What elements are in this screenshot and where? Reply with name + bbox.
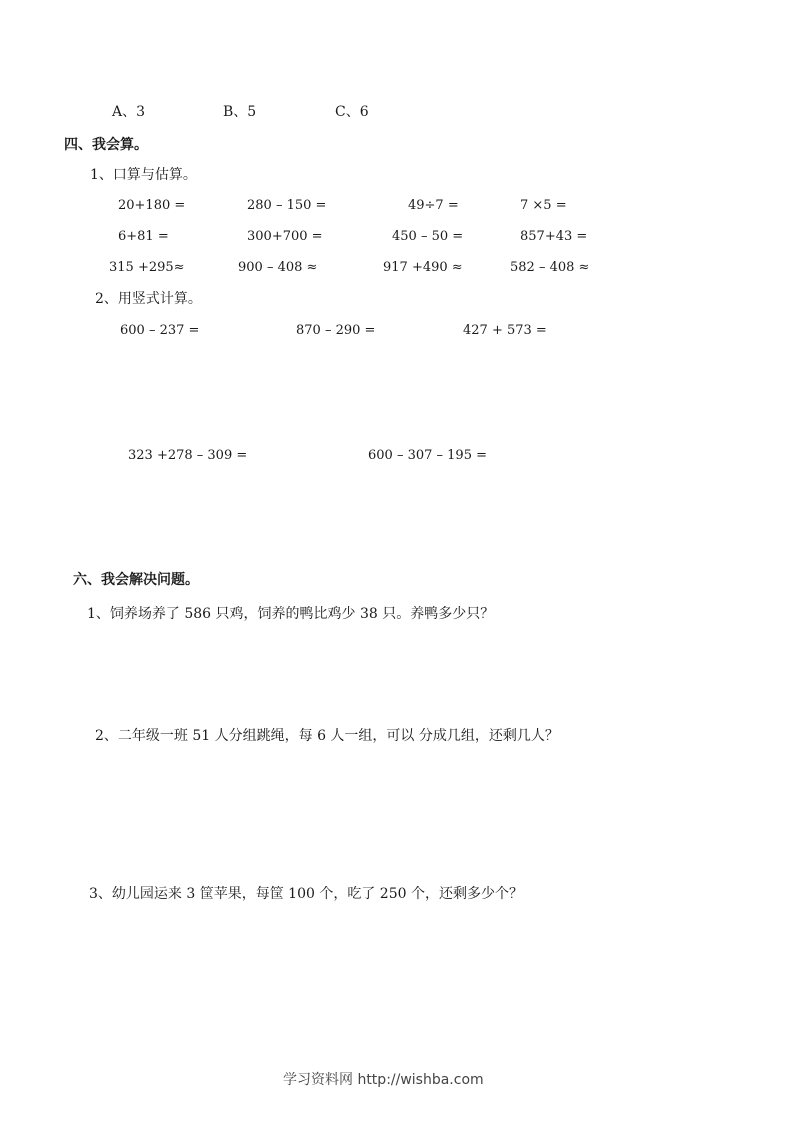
mental-eq: 280 – 150 = (247, 198, 327, 213)
mental-eq: 7 ×5 = (520, 198, 567, 213)
part-2-title: 2、用竖式计算。 (95, 291, 202, 307)
vertical-calc-eq: 600 – 307 – 195 = (368, 448, 487, 463)
footer-watermark: 学习资料网 http://wishba.com (283, 1072, 484, 1088)
section-4-title: 四、我会算。 (64, 137, 148, 153)
word-problem-1: 1、饲养场养了 586 只鸡，饲养的鸭比鸡少 38 只。养鸭多少只？ (87, 606, 495, 622)
mental-eq: 20+180 = (118, 198, 186, 213)
vertical-calc-eq: 323 +278 – 309 = (128, 448, 248, 463)
vertical-calc-eq: 600 – 237 = (120, 323, 200, 338)
choice-b: B、5 (223, 104, 257, 120)
section-6-title: 六、我会解决问题。 (73, 572, 199, 588)
part-1-title: 1、口算与估算。 (90, 167, 197, 183)
estimate-eq: 917 +490 ≈ (383, 260, 463, 275)
mental-eq: 6+81 = (118, 229, 169, 244)
vertical-calc-eq: 427 + 573 = (463, 323, 547, 338)
mental-eq: 857+43 = (520, 229, 588, 244)
estimate-eq: 582 – 408 ≈ (510, 260, 590, 275)
mental-eq: 300+700 = (247, 229, 323, 244)
estimate-eq: 315 +295≈ (109, 260, 185, 275)
word-problem-2: 2、二年级一班 51 人分组跳绳，每 6 人一组，可以 分成几组，还剩几人？ (95, 728, 559, 744)
choice-c: C、6 (335, 104, 369, 120)
vertical-calc-eq: 870 – 290 = (296, 323, 376, 338)
mental-eq: 49÷7 = (408, 198, 459, 213)
mental-eq: 450 – 50 = (392, 229, 464, 244)
estimate-eq: 900 – 408 ≈ (238, 260, 318, 275)
choice-a: A、3 (112, 104, 146, 120)
word-problem-3: 3、幼儿园运来 3 筐苹果，每筐 100 个，吃了 250 个，还剩多少个？ (89, 886, 523, 902)
